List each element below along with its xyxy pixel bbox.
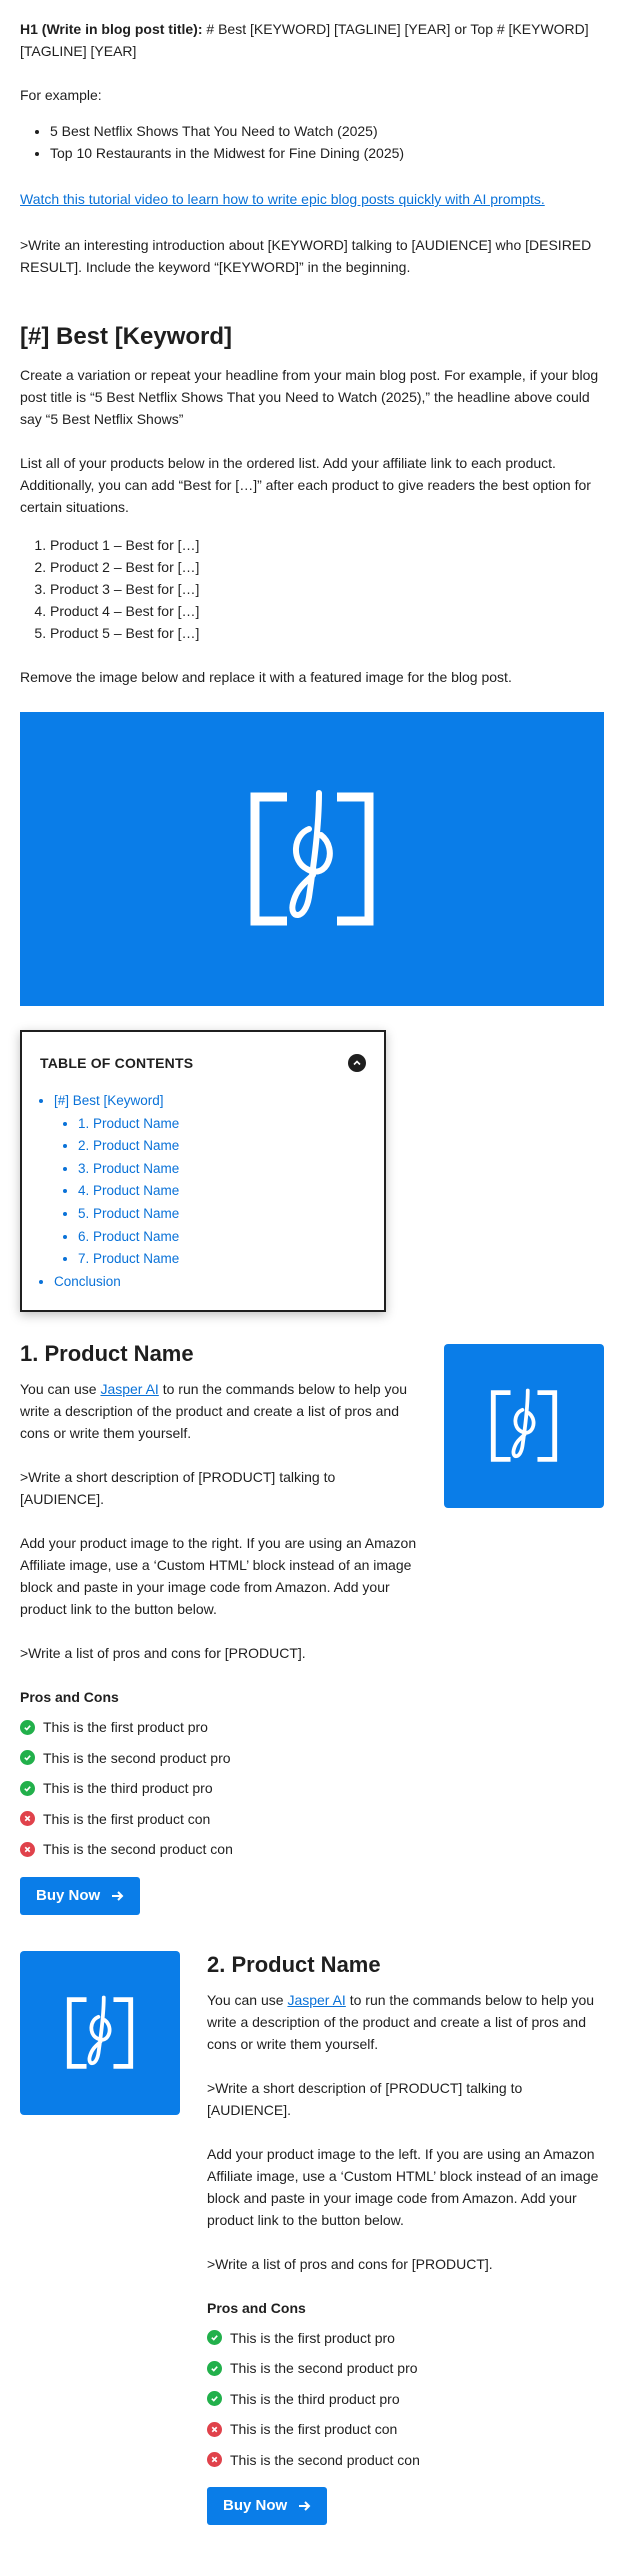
x-icon bbox=[20, 1842, 35, 1857]
check-icon bbox=[20, 1720, 35, 1735]
page bbox=[0, 18, 624, 2560]
image-note: Add your product image to the left. If you are using an Amazon Affiliate image, use a ‘Custom HTML’ block instead of an image block and paste in your image code from Amazon. Add your product link to the button below. bbox=[207, 2145, 599, 2228]
jasper-paragraph bbox=[20, 1378, 420, 1444]
pro-item bbox=[207, 2353, 604, 2384]
buy-now-button[interactable] bbox=[207, 2487, 327, 2525]
pro-item bbox=[20, 1773, 604, 1804]
pro-text: This is the second product pro bbox=[230, 2360, 418, 2377]
toc-link-product[interactable]: 7. Product Name bbox=[78, 1251, 180, 1267]
toc-header bbox=[40, 1052, 366, 1074]
buy-now-button[interactable] bbox=[20, 1877, 140, 1915]
logo-icon bbox=[247, 789, 377, 929]
pros-cons-title: Pros and Cons bbox=[20, 1689, 119, 1705]
best-heading: [#] Best [Keyword] bbox=[20, 323, 233, 350]
pro-text: This is the first product pro bbox=[230, 2329, 395, 2346]
con-item bbox=[207, 2414, 604, 2445]
prompt-description: >Write a short description of [PRODUCT] talking to [AUDIENCE]. bbox=[20, 1469, 336, 1507]
h1-label: H1 (Write in blog post title): bbox=[20, 21, 203, 37]
pro-item bbox=[207, 2384, 604, 2415]
tutorial-link[interactable]: Watch this tutorial video to learn how to write epic blog posts quickly with AI prompts. bbox=[20, 191, 545, 207]
product-text-1 bbox=[20, 1340, 420, 1510]
example-list bbox=[50, 120, 604, 164]
prompt-pros-cons: >Write a list of pros and cons for [PRODUCT]. bbox=[207, 2255, 493, 2272]
check-icon bbox=[207, 2391, 222, 2406]
list-item: 1. Product 1 – Best for […] bbox=[50, 534, 604, 556]
toc-link-product[interactable]: 4. Product Name bbox=[78, 1183, 180, 1199]
best-paragraph-2: List all of your products below in the ordered list. Add your affiliate link to each product. Additionally, you can add “Best for […]” after each product to give readers the best option for certain situations. bbox=[20, 455, 591, 515]
remove-note: Remove the image below and replace it with a featured image for the blog post. bbox=[20, 669, 512, 685]
toc-toggle-button[interactable] bbox=[348, 1054, 366, 1072]
text-span: to run the commands below to help you write a description of the product and create a list of pros and cons or write them yourself. bbox=[207, 1991, 595, 2052]
logo-icon bbox=[489, 1388, 559, 1464]
pro-item bbox=[207, 2323, 604, 2354]
featured-image bbox=[20, 712, 604, 1006]
text-span: to run the commands below to help you write a description of the product and create a list of pros and cons or write them yourself. bbox=[20, 1381, 408, 1441]
check-icon bbox=[207, 2361, 222, 2376]
list-item: • Top 10 Restaurants in the Midwest for Fine Dining (2025) bbox=[50, 142, 604, 164]
tutorial-paragraph bbox=[20, 188, 604, 210]
pro-item bbox=[20, 1712, 604, 1743]
product-heading-1: 1. Product Name bbox=[20, 1341, 194, 1366]
image-note: Add your product image to the right. If you are using an Amazon Affiliate image, use a ‘Custom HTML’ block instead of an image block and paste in your image code from Amazon. Add your product link to the button below. bbox=[20, 1535, 417, 1617]
intro-prompt: >Write an interesting introduction about [KEYWORD] talking to [AUDIENCE] who [DESIRED RESULT]. Include the keyword “[KEYWORD]” in the beginning. bbox=[20, 237, 592, 275]
jasper-paragraph bbox=[207, 1989, 604, 2055]
list-item: 2. Product 2 – Best for […] bbox=[50, 556, 604, 578]
pro-item bbox=[20, 1743, 604, 1774]
toc-link-product[interactable]: 2. Product Name bbox=[78, 1138, 180, 1154]
pro-text: This is the first product pro bbox=[43, 1719, 208, 1736]
con-text: This is the first product con bbox=[43, 1810, 211, 1827]
pro-text: This is the second product pro bbox=[43, 1749, 231, 1766]
product-image-2 bbox=[20, 1951, 180, 2115]
product-section-2 bbox=[20, 1951, 604, 2526]
table-of-contents bbox=[20, 1030, 386, 1312]
list-item: • 5 Best Netflix Shows That You Need to Watch (2025) bbox=[50, 120, 604, 142]
toc-link-best[interactable]: [#] Best [Keyword] bbox=[54, 1093, 164, 1108]
con-item bbox=[20, 1804, 604, 1835]
x-icon bbox=[207, 2422, 222, 2437]
pros-cons-title: Pros and Cons bbox=[207, 2299, 306, 2316]
pros-cons-list bbox=[20, 1712, 604, 1865]
toc-list bbox=[54, 1090, 366, 1293]
logo-icon bbox=[65, 1995, 135, 2071]
con-item bbox=[207, 2445, 604, 2476]
h1-text: # Best [KEYWORD] [TAGLINE] [YEAR] or Top # [KEYWORD] [TAGLINE] [YEAR] bbox=[20, 21, 589, 59]
for-example: For example: bbox=[20, 87, 102, 103]
prompt-pros-cons: >Write a list of pros and cons for [PRODUCT]. bbox=[20, 1645, 306, 1661]
product-heading-2: 2. Product Name bbox=[207, 1951, 381, 1977]
pro-text: This is the third product pro bbox=[230, 2390, 400, 2407]
list-item: 4. Product 4 – Best for […] bbox=[50, 600, 604, 622]
toc-link-product[interactable]: 6. Product Name bbox=[78, 1228, 180, 1244]
pros-cons-list bbox=[207, 2323, 604, 2476]
check-icon bbox=[20, 1750, 35, 1765]
check-icon bbox=[20, 1781, 35, 1796]
toc-link-conclusion[interactable]: Conclusion bbox=[54, 1273, 121, 1289]
text-span: You can use bbox=[207, 1991, 288, 2008]
jasper-link[interactable]: Jasper AI bbox=[287, 1991, 346, 2008]
check-icon bbox=[207, 2330, 222, 2345]
con-item bbox=[20, 1834, 604, 1865]
product-list bbox=[50, 534, 604, 644]
best-paragraph-1: Create a variation or repeat your headline from your main blog post. For example, if your blog post title is “5 Best Netflix Shows That you Need to Watch (2025),” the headline above could say “5 Best Netflix Shows” bbox=[20, 367, 599, 427]
toc-link-product[interactable]: 3. Product Name bbox=[78, 1160, 180, 1176]
arrow-right-icon bbox=[110, 1889, 124, 1903]
toc-link-product[interactable]: 5. Product Name bbox=[78, 1205, 180, 1221]
con-text: This is the first product con bbox=[230, 2421, 398, 2438]
prompt-description: >Write a short description of [PRODUCT] talking to [AUDIENCE]. bbox=[207, 2079, 523, 2118]
pro-text: This is the third product pro bbox=[43, 1780, 213, 1797]
con-text: This is the second product con bbox=[230, 2451, 420, 2468]
product-image-1 bbox=[444, 1344, 604, 1508]
x-icon bbox=[207, 2452, 222, 2467]
product-text-2 bbox=[207, 1951, 604, 2526]
toc-link-product[interactable]: 1. Product Name bbox=[78, 1115, 180, 1131]
con-text: This is the second product con bbox=[43, 1841, 233, 1858]
h1-instruction bbox=[20, 18, 604, 62]
product-section-1 bbox=[20, 1340, 604, 1915]
chevron-up-icon bbox=[352, 1058, 362, 1068]
buy-label: Buy Now bbox=[36, 1886, 101, 1904]
buy-label: Buy Now bbox=[223, 2497, 288, 2514]
toc-sublist bbox=[78, 1113, 366, 1271]
list-item: 3. Product 3 – Best for […] bbox=[50, 578, 604, 600]
x-icon bbox=[20, 1811, 35, 1826]
arrow-right-icon bbox=[297, 2499, 311, 2513]
toc-title: TABLE OF CONTENTS bbox=[40, 1055, 194, 1071]
text-span: You can use bbox=[20, 1381, 101, 1397]
list-item: 5. Product 5 – Best for […] bbox=[50, 622, 604, 644]
jasper-link[interactable]: Jasper AI bbox=[100, 1381, 159, 1397]
